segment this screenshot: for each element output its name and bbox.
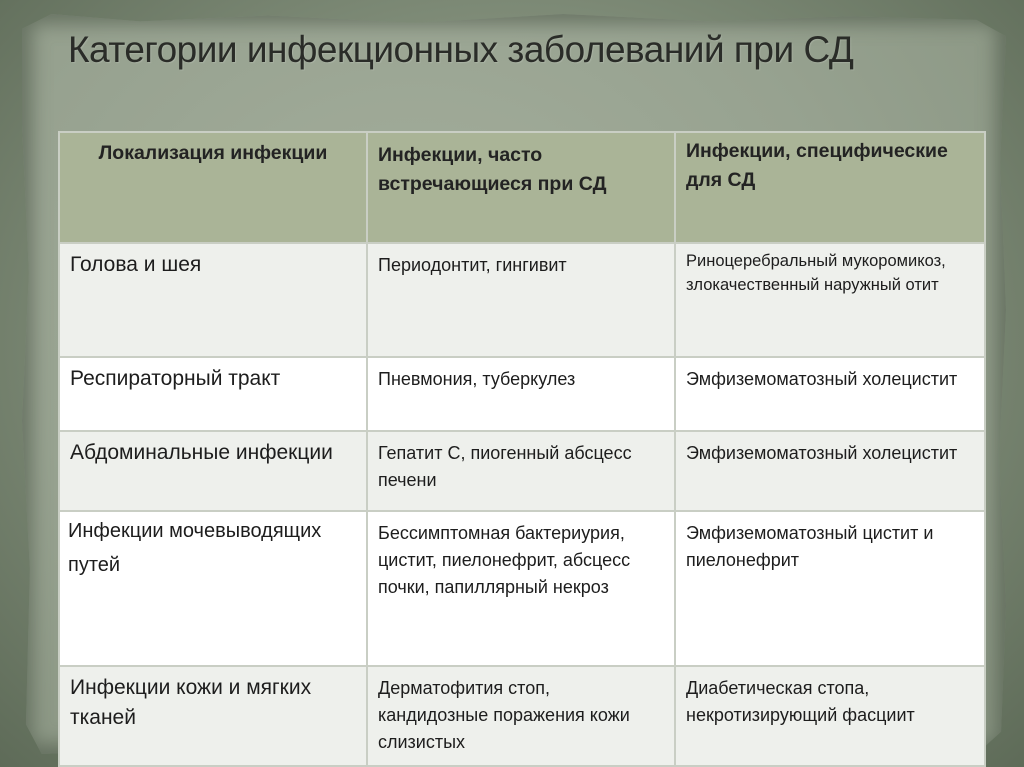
header-localization: Локализация инфекции: [59, 132, 367, 243]
cell-specific: Диабетическая стопа, некротизирующий фасциит: [675, 666, 985, 766]
cell-specific: Эмфиземоматозный холецистит: [675, 431, 985, 511]
cell-common: Периодонтит, гингивит: [367, 243, 675, 357]
table-row: [59, 431, 985, 511]
infections-table: [58, 131, 986, 767]
cell-specific: Эмфиземоматозный цистит и пиелонефрит: [675, 511, 985, 666]
slide-title: Категории инфекционных заболеваний при СД: [68, 29, 854, 70]
table-row: [59, 243, 985, 357]
cell-localization: Инфекции кожи и мягких тканей: [59, 666, 367, 766]
table-header-row: [59, 132, 985, 243]
cell-specific: Эмфиземоматозный холецистит: [675, 357, 985, 431]
cell-localization: Абдоминальные инфекции: [59, 431, 367, 511]
cell-localization: Респираторный тракт: [59, 357, 367, 431]
cell-common: Пневмония, туберкулез: [367, 357, 675, 431]
header-specific-infections: Инфекции, специфические для СД: [675, 132, 985, 243]
table-row: [59, 511, 985, 666]
cell-common: Дерматофития стоп, кандидозные поражения кожи слизистых: [367, 666, 675, 766]
cell-specific: Риноцеребральный мукоромикоз, злокачественный наружный отит: [675, 243, 985, 357]
table-row: [59, 666, 985, 766]
cell-localization: Голова и шея: [59, 243, 367, 357]
table-row: [59, 357, 985, 431]
cell-common: Бессимптомная бактериурия, цистит, пиелонефрит, абсцесс почки, папиллярный некроз: [367, 511, 675, 666]
cell-localization: Инфекции мочевыводящих путей: [59, 511, 367, 666]
cell-common: Гепатит С, пиогенный абсцесс печени: [367, 431, 675, 511]
header-common-infections: Инфекции, часто встречающиеся при СД: [367, 132, 675, 243]
